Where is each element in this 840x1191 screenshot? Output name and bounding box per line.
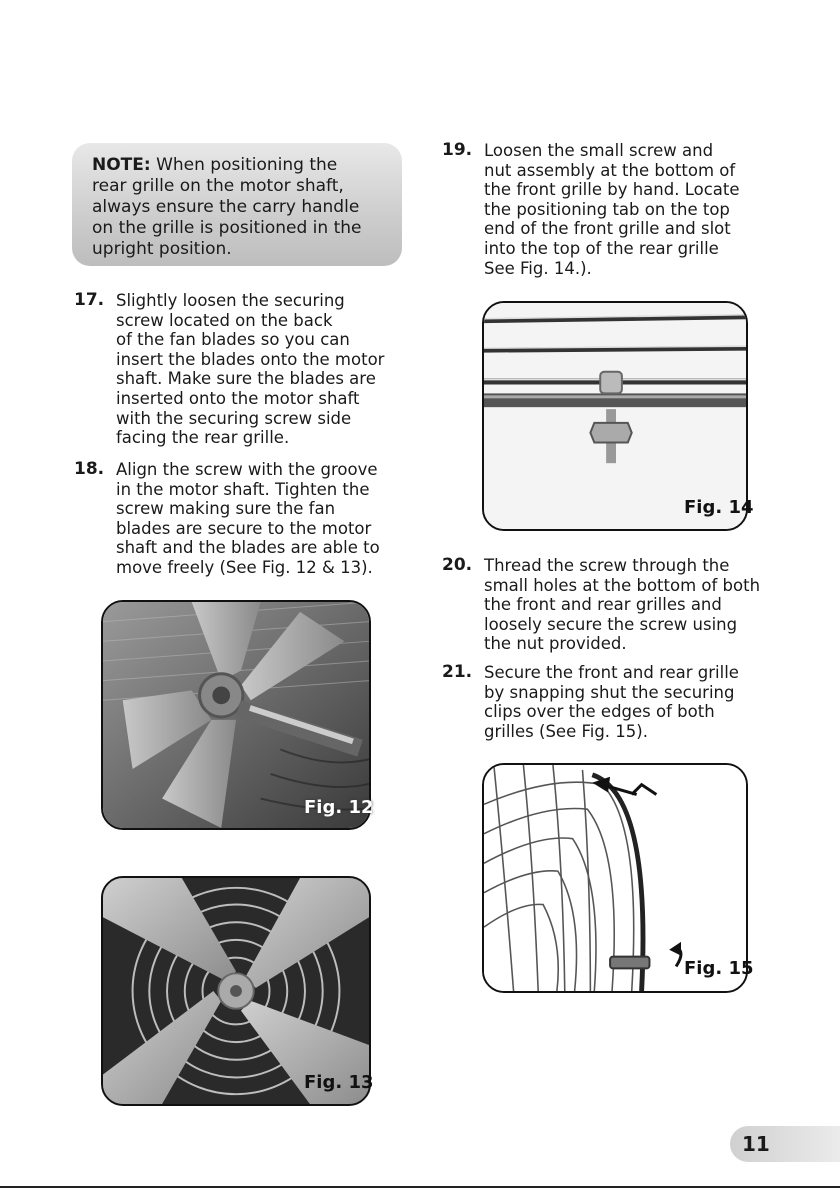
fig-12-label: Fig. 12 <box>304 797 374 818</box>
step-number: 18. <box>74 459 105 479</box>
note-line-5: upright position. <box>92 239 232 259</box>
bottom-rule <box>0 1186 840 1188</box>
step-text: Secure the front and rear grille by snapping shut the securing clips over the edges of both grilles (See Fig. 15). <box>484 663 739 741</box>
step-number: 21. <box>442 662 473 682</box>
note-line-4: on the grille is positioned in the <box>92 218 362 238</box>
fan-blade-hub-image <box>103 602 369 828</box>
step-number: 20. <box>442 555 473 575</box>
page-number: 11 <box>730 1126 840 1162</box>
note-line-2: rear grille on the motor shaft, <box>92 176 344 196</box>
note-label: NOTE: <box>92 155 151 175</box>
step-number: 19. <box>442 140 473 160</box>
step-text: Align the screw with the groove in the motor shaft. Tighten the screw making sure the fan blades are secure to the motor shaft and the blades are able to move freely (See Fig. 12 & 13). <box>116 460 380 577</box>
fig-14-label: Fig. 14 <box>684 497 754 518</box>
note-line-3: always ensure the carry handle <box>92 197 360 217</box>
step-text: Thread the screw through the small holes at the bottom of both the front and rear grilles and loosely secure the screw using the nut provided. <box>484 556 761 654</box>
fig-12-photo <box>101 600 371 830</box>
fan-blades-front-image <box>103 878 369 1104</box>
step-text: Slightly loosen the securing screw located on the back of the fan blades so you can insert the blades onto the motor shaft. Make sure the blades are inserted onto the motor shaft with the securing screw side facing the rear grille. <box>116 291 385 448</box>
fig-15-label: Fig. 15 <box>684 958 754 979</box>
fig-13-label: Fig. 13 <box>304 1072 374 1093</box>
grille-screw-nut-image <box>484 303 746 529</box>
step-number: 17. <box>74 290 105 310</box>
note-line-1: NOTE: When positioning the <box>92 155 338 175</box>
step-text: Loosen the small screw and nut assembly at the bottom of the front grille by hand. Locate the positioning tab on the top end of the front grille and slot into the top of the rear grille See Fig. 14.). <box>484 141 740 278</box>
note-box <box>72 143 402 266</box>
